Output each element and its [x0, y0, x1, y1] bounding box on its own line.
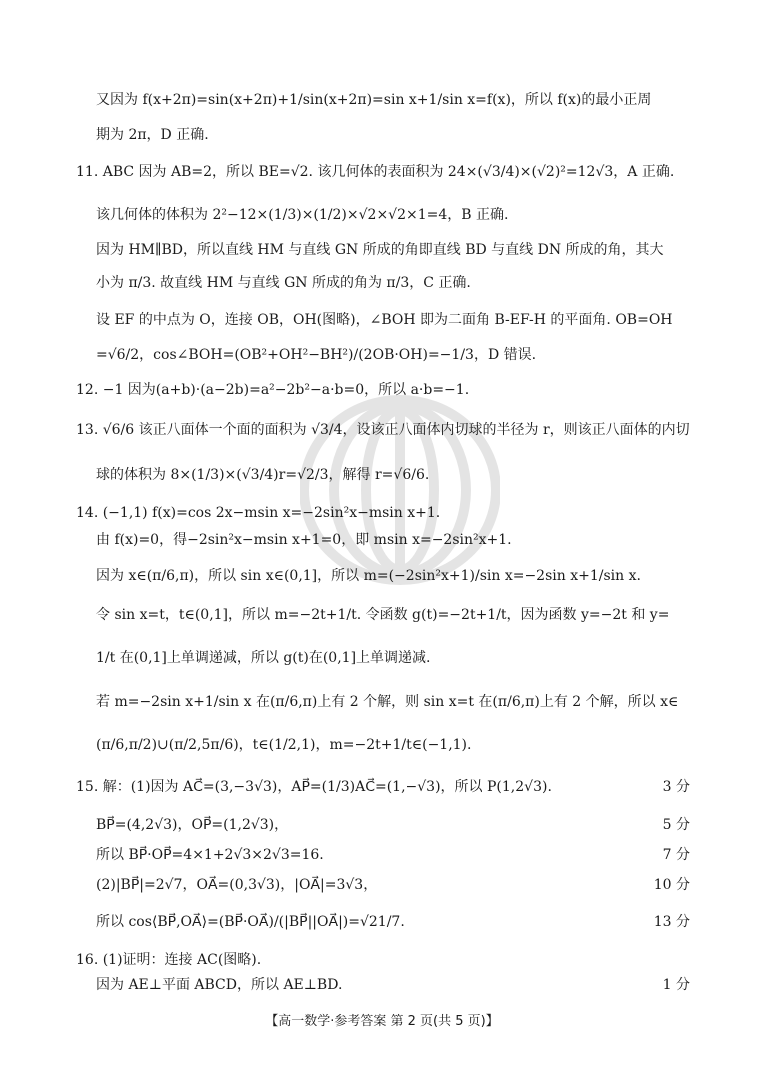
answer-line: 该几何体的体积为 2²−12×(1/3)×(1/2)×√2×√2×1=4，B 正确. [96, 207, 509, 223]
answer-line: BP⃗=(4,2√3)，OP⃗=(1,2√3)， [96, 817, 289, 833]
answer-line: (π/6,π/2)∪(π/2,5π/6)，t∈(1/2,1)，m=−2t+1/t∈(−1,1). [96, 737, 472, 753]
answer-line: 因为 HM∥BD，所以直线 HM 与直线 GN 所成的角即直线 BD 与直线 DN 所成的角，其大 [96, 242, 664, 258]
score-label: 3 分 [662, 779, 690, 795]
answer-line: 因为 x∈(π/6,π)，所以 sin x∈(0,1]，所以 m=(−2sin²x+1)/sin x=−2sin x+1/sin x. [96, 568, 641, 584]
answer-line: 令 sin x=t，t∈(0,1]，所以 m=−2t+1/t. 令函数 g(t)=−2t+1/t，因为函数 y=−2t 和 y= [96, 607, 670, 623]
score-label: 5 分 [662, 817, 690, 833]
question-15-answer: 15. 解：(1)因为 AC⃗=(3,−3√3)，AP⃗=(1/3)AC⃗=(1,−√3)，所以 P(1,2√3). [76, 779, 552, 795]
question-16-answer: 16. (1)证明：连接 AC(图略). [76, 952, 262, 968]
answer-line: 球的体积为 8×(1/3)×(√3/4)r=√2/3，解得 r=√6/6. [96, 467, 430, 483]
score-label: 13 分 [653, 914, 690, 930]
answer-line: 小为 π/3. 故直线 HM 与直线 GN 所成的角为 π/3，C 正确. [96, 275, 471, 291]
answer-line: 所以 BP⃗·OP⃗=4×1+2√3×2√3=16. [96, 847, 324, 863]
answer-line: 所以 cos⟨BP⃗,OA⃗⟩=(BP⃗·OA⃗)/(|BP⃗||OA⃗|)=√21/7. [96, 914, 405, 930]
answer-line: 因为 AE⊥平面 ABCD，所以 AE⊥BD. [96, 977, 343, 993]
answer-line: (2)|BP⃗|=2√7，OA⃗=(0,3√3)，|OA⃗|=3√3， [96, 877, 378, 893]
question-13-answer: 13. √6/6 该正八面体一个面的面积为 √3/4，设该正八面体内切球的半径为 r，则该正八面体的内切 [76, 422, 690, 438]
answer-line: 设 EF 的中点为 O，连接 OB，OH(图略)，∠BOH 即为二面角 B-EF-H 的平面角. OB=OH [96, 312, 673, 328]
score-label: 7 分 [662, 847, 690, 863]
answer-line: =√6/2，cos∠BOH=(OB²+OH²−BH²)/(2OB·OH)=−1/3，D 错误. [96, 347, 537, 363]
answer-line: 期为 2π，D 正确. [96, 127, 209, 143]
answer-line: 由 f(x)=0，得−2sin²x−msin x+1=0，即 msin x=−2sin²x+1. [96, 532, 512, 548]
question-12-answer: 12. −1 因为(a+b)·(a−2b)=a²−2b²−a·b=0，所以 a·b=−1. [76, 382, 470, 398]
question-14-answer: 14. (−1,1) f(x)=cos 2x−msin x=−2sin²x−msin x+1. [76, 505, 441, 521]
score-label: 1 分 [662, 977, 690, 993]
answer-line: 1/t 在(0,1]上单调递减，所以 g(t)在(0,1]上单调递减. [96, 650, 431, 666]
answer-line: 又因为 f(x+2π)=sin(x+2π)+1/sin(x+2π)=sin x+1/sin x=f(x)，所以 f(x)的最小正周 [96, 92, 652, 108]
question-11-answer: 11. ABC 因为 AB=2，所以 BE=√2. 该几何体的表面积为 24×(√3/4)×(√2)²=12√3，A 正确. [76, 164, 675, 180]
page-footer: 【高一数学·参考答案 第 2 页(共 5 页)】 [265, 1014, 499, 1029]
answer-line: 若 m=−2sin x+1/sin x 在(π/6,π)上有 2 个解，则 sin x=t 在(π/6,π)上有 2 个解，所以 x∈ [96, 694, 679, 710]
score-label: 10 分 [653, 877, 690, 893]
